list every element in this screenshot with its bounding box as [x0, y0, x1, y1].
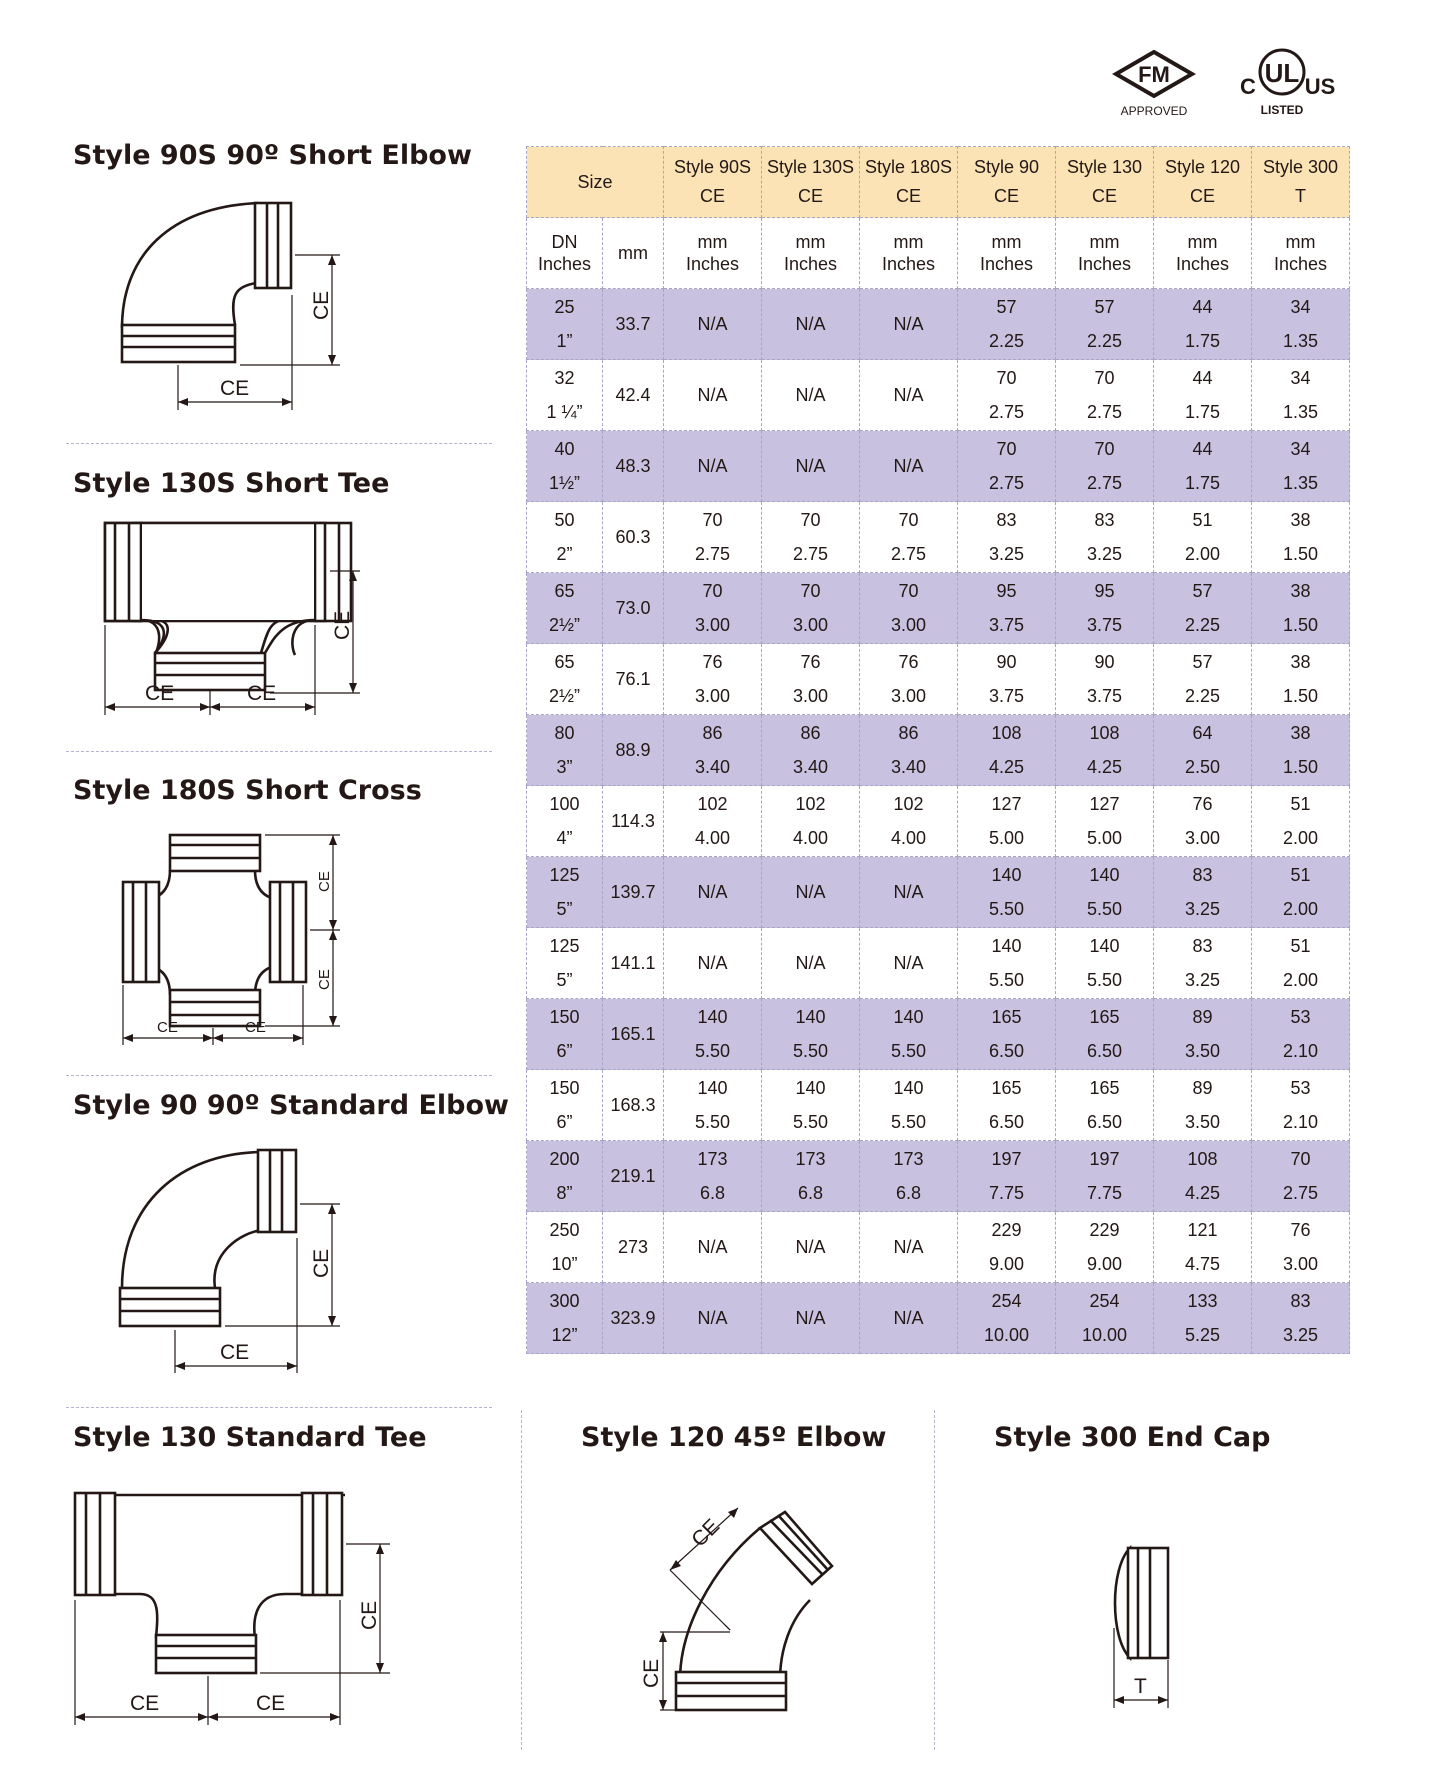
value-cell: 70 3.00: [860, 573, 958, 644]
value-cell: N/A: [762, 360, 860, 431]
ce-label: CE: [358, 1600, 381, 1630]
value-cell: N/A: [860, 289, 958, 360]
unit-header: mm Inches: [664, 218, 762, 289]
value-cell: 140 5.50: [958, 857, 1056, 928]
unit-header: mm Inches: [1154, 218, 1252, 289]
od-cell: 33.7: [603, 289, 664, 360]
style-90-title: Style 90 90º Standard Elbow: [73, 1090, 509, 1121]
unit-header: mm Inches: [860, 218, 958, 289]
value-cell: N/A: [664, 1283, 762, 1354]
value-cell: 102 4.00: [762, 786, 860, 857]
value-cell: 95 3.75: [958, 573, 1056, 644]
ul-caption: LISTED: [1260, 103, 1304, 117]
table-row: [527, 715, 1350, 786]
size-cell: 40 1½”: [527, 431, 603, 502]
od-mm-header: mm: [603, 218, 664, 289]
value-cell: 140 5.50: [762, 1070, 860, 1141]
value-cell: 83 3.25: [1056, 502, 1154, 573]
value-cell: 90 3.75: [958, 644, 1056, 715]
value-cell: 140 5.50: [664, 999, 762, 1070]
table-row: [527, 999, 1350, 1070]
value-cell: 83 3.25: [958, 502, 1056, 573]
value-cell: N/A: [860, 928, 958, 999]
column-header: Style 130S CE: [762, 147, 860, 218]
value-cell: 70 2.75: [1252, 1141, 1350, 1212]
od-cell: 219.1: [603, 1141, 664, 1212]
value-cell: 51 2.00: [1252, 928, 1350, 999]
value-cell: 53 2.10: [1252, 999, 1350, 1070]
size-cell: 32 1 ¼”: [527, 360, 603, 431]
value-cell: N/A: [762, 431, 860, 502]
ce-label: CE: [640, 1658, 663, 1688]
style-130s-tee-drawing: [95, 515, 375, 715]
value-cell: 197 7.75: [1056, 1141, 1154, 1212]
value-cell: 70 2.75: [664, 502, 762, 573]
value-cell: 38 1.50: [1252, 573, 1350, 644]
value-cell: 140 5.50: [860, 1070, 958, 1141]
ce-label: CE: [157, 1019, 178, 1036]
value-cell: N/A: [860, 431, 958, 502]
value-cell: N/A: [664, 857, 762, 928]
table-row: [527, 1070, 1350, 1141]
value-cell: 57 2.25: [1154, 573, 1252, 644]
table-row: [527, 644, 1350, 715]
style-180s-cross-drawing: [115, 830, 355, 1050]
ul-mark: UL: [1264, 58, 1300, 88]
style-120-elbow-drawing: [630, 1500, 850, 1730]
value-cell: 57 2.25: [958, 289, 1056, 360]
dimensions-table: [526, 146, 1350, 1354]
fm-approved-logo: [1108, 50, 1200, 120]
style-90s-elbow-drawing: [110, 195, 370, 420]
value-cell: 76 3.00: [762, 644, 860, 715]
od-cell: 165.1: [603, 999, 664, 1070]
value-cell: N/A: [860, 360, 958, 431]
value-cell: 90 3.75: [1056, 644, 1154, 715]
od-cell: 48.3: [603, 431, 664, 502]
style-120-title: Style 120 45º Elbow: [581, 1422, 887, 1453]
value-cell: 83 3.25: [1154, 928, 1252, 999]
size-cell: 250 10”: [527, 1212, 603, 1283]
value-cell: 173 6.8: [860, 1141, 958, 1212]
value-cell: 140 5.50: [958, 928, 1056, 999]
style-130-tee-drawing: [70, 1490, 400, 1730]
value-cell: 89 3.50: [1154, 999, 1252, 1070]
od-cell: 323.9: [603, 1283, 664, 1354]
table-row: [527, 786, 1350, 857]
column-header: Style 90 CE: [958, 147, 1056, 218]
value-cell: N/A: [762, 928, 860, 999]
value-cell: 165 6.50: [1056, 1070, 1154, 1141]
ce-label: CE: [220, 1341, 250, 1364]
value-cell: 38 1.50: [1252, 502, 1350, 573]
value-cell: 70 3.00: [664, 573, 762, 644]
table-row: [527, 289, 1350, 360]
value-cell: 102 4.00: [664, 786, 762, 857]
od-cell: 273: [603, 1212, 664, 1283]
fm-mark: FM: [1138, 62, 1170, 87]
value-cell: 76 3.00: [860, 644, 958, 715]
value-cell: 44 1.75: [1154, 431, 1252, 502]
ce-label: CE: [245, 1019, 266, 1036]
value-cell: 34 1.35: [1252, 431, 1350, 502]
size-cell: 65 2½”: [527, 573, 603, 644]
ce-label: CE: [256, 1692, 286, 1715]
value-cell: 83 3.25: [1154, 857, 1252, 928]
value-cell: 76 3.00: [1252, 1212, 1350, 1283]
size-cell: 25 1”: [527, 289, 603, 360]
ce-label: CE: [310, 1248, 333, 1278]
column-header: Style 130 CE: [1056, 147, 1154, 218]
table-row: [527, 360, 1350, 431]
value-cell: 70 2.75: [860, 502, 958, 573]
value-cell: 127 5.00: [1056, 786, 1154, 857]
value-cell: 140 5.50: [762, 999, 860, 1070]
size-cell: 150 6”: [527, 999, 603, 1070]
ce-label: CE: [331, 610, 354, 640]
divider: [66, 751, 492, 752]
od-cell: 141.1: [603, 928, 664, 999]
value-cell: 108 4.25: [1056, 715, 1154, 786]
size-cell: 50 2”: [527, 502, 603, 573]
value-cell: 108 4.25: [1154, 1141, 1252, 1212]
od-cell: 168.3: [603, 1070, 664, 1141]
value-cell: 140 5.50: [860, 999, 958, 1070]
style-300-title: Style 300 End Cap: [994, 1422, 1271, 1453]
size-cell: 150 6”: [527, 1070, 603, 1141]
column-header: Style 90S CE: [664, 147, 762, 218]
od-cell: 88.9: [603, 715, 664, 786]
value-cell: 165 6.50: [1056, 999, 1154, 1070]
value-cell: 229 9.00: [958, 1212, 1056, 1283]
value-cell: 70 3.00: [762, 573, 860, 644]
value-cell: 197 7.75: [958, 1141, 1056, 1212]
style-130-title: Style 130 Standard Tee: [73, 1422, 427, 1453]
value-cell: 133 5.25: [1154, 1283, 1252, 1354]
value-cell: 140 5.50: [1056, 857, 1154, 928]
ce-label: CE: [316, 969, 333, 990]
column-header: Style 300 T: [1252, 147, 1350, 218]
table-row: [527, 928, 1350, 999]
value-cell: 51 2.00: [1252, 786, 1350, 857]
value-cell: 121 4.75: [1154, 1212, 1252, 1283]
value-cell: N/A: [860, 1283, 958, 1354]
value-cell: 70 2.75: [958, 431, 1056, 502]
ce-label: CE: [247, 682, 277, 705]
style-90s-title: Style 90S 90º Short Elbow: [73, 140, 472, 171]
style-300-endcap-drawing: [1100, 1538, 1190, 1718]
value-cell: N/A: [762, 1212, 860, 1283]
ul-listed-logo: [1236, 42, 1336, 122]
style-90-elbow-drawing: [110, 1148, 370, 1378]
ul-left: C: [1240, 74, 1256, 99]
unit-header: mm Inches: [958, 218, 1056, 289]
value-cell: 57 2.25: [1056, 289, 1154, 360]
value-cell: 86 3.40: [664, 715, 762, 786]
ce-label: CE: [130, 1692, 160, 1715]
value-cell: 102 4.00: [860, 786, 958, 857]
divider: [934, 1410, 935, 1750]
value-cell: 89 3.50: [1154, 1070, 1252, 1141]
value-cell: 51 2.00: [1154, 502, 1252, 573]
value-cell: 140 5.50: [664, 1070, 762, 1141]
od-cell: 60.3: [603, 502, 664, 573]
od-cell: 42.4: [603, 360, 664, 431]
od-cell: 76.1: [603, 644, 664, 715]
value-cell: 44 1.75: [1154, 289, 1252, 360]
table-row: [527, 1212, 1350, 1283]
value-cell: 34 1.35: [1252, 360, 1350, 431]
ce-label: CE: [316, 871, 333, 892]
value-cell: 127 5.00: [958, 786, 1056, 857]
table-row: [527, 431, 1350, 502]
value-cell: N/A: [860, 1212, 958, 1283]
value-cell: 173 6.8: [762, 1141, 860, 1212]
value-cell: 165 6.50: [958, 1070, 1056, 1141]
table-header-row: [527, 147, 1350, 218]
style-180s-title: Style 180S Short Cross: [73, 775, 422, 806]
value-cell: 38 1.50: [1252, 715, 1350, 786]
value-cell: N/A: [762, 1283, 860, 1354]
value-cell: 76 3.00: [664, 644, 762, 715]
table-row: [527, 502, 1350, 573]
value-cell: 86 3.40: [860, 715, 958, 786]
size-cell: 125 5”: [527, 928, 603, 999]
table-row: [527, 857, 1350, 928]
value-cell: 70 2.75: [1056, 360, 1154, 431]
value-cell: 51 2.00: [1252, 857, 1350, 928]
value-cell: 254 10.00: [958, 1283, 1056, 1354]
divider: [521, 1410, 522, 1750]
value-cell: N/A: [664, 1212, 762, 1283]
ce-label: CE: [145, 682, 175, 705]
od-cell: 73.0: [603, 573, 664, 644]
value-cell: 70 2.75: [762, 502, 860, 573]
value-cell: 108 4.25: [958, 715, 1056, 786]
style-130s-title: Style 130S Short Tee: [73, 468, 390, 499]
divider: [66, 443, 492, 444]
value-cell: 64 2.50: [1154, 715, 1252, 786]
value-cell: 83 3.25: [1252, 1283, 1350, 1354]
size-cell: 65 2½”: [527, 644, 603, 715]
value-cell: 173 6.8: [664, 1141, 762, 1212]
unit-header: mm Inches: [762, 218, 860, 289]
divider: [66, 1407, 492, 1408]
size-header: Size: [527, 147, 664, 218]
unit-header: mm Inches: [1252, 218, 1350, 289]
size-cell: 80 3”: [527, 715, 603, 786]
value-cell: N/A: [762, 289, 860, 360]
value-cell: 57 2.25: [1154, 644, 1252, 715]
value-cell: N/A: [762, 857, 860, 928]
value-cell: N/A: [664, 289, 762, 360]
size-cell: 100 4”: [527, 786, 603, 857]
divider: [66, 1075, 492, 1076]
t-label: T: [1134, 1675, 1147, 1698]
ce-label: CE: [310, 290, 333, 320]
value-cell: 53 2.10: [1252, 1070, 1350, 1141]
value-cell: 34 1.35: [1252, 289, 1350, 360]
size-cell: 300 12”: [527, 1283, 603, 1354]
table-row: [527, 1141, 1350, 1212]
od-cell: 139.7: [603, 857, 664, 928]
value-cell: 140 5.50: [1056, 928, 1154, 999]
od-cell: 114.3: [603, 786, 664, 857]
table-units-row: [527, 218, 1350, 289]
column-header: Style 120 CE: [1154, 147, 1252, 218]
value-cell: 70 2.75: [958, 360, 1056, 431]
value-cell: N/A: [860, 857, 958, 928]
value-cell: 86 3.40: [762, 715, 860, 786]
ce-label: CE: [220, 377, 250, 400]
column-header: Style 180S CE: [860, 147, 958, 218]
value-cell: 76 3.00: [1154, 786, 1252, 857]
table-row: [527, 1283, 1350, 1354]
dn-inches-header: DN Inches: [527, 218, 603, 289]
table-row: [527, 573, 1350, 644]
value-cell: 44 1.75: [1154, 360, 1252, 431]
value-cell: 70 2.75: [1056, 431, 1154, 502]
value-cell: 254 10.00: [1056, 1283, 1154, 1354]
unit-header: mm Inches: [1056, 218, 1154, 289]
fm-caption: APPROVED: [1120, 104, 1188, 118]
value-cell: 38 1.50: [1252, 644, 1350, 715]
value-cell: 165 6.50: [958, 999, 1056, 1070]
value-cell: 95 3.75: [1056, 573, 1154, 644]
ce-label: CE: [687, 1514, 725, 1552]
size-cell: 200 8”: [527, 1141, 603, 1212]
size-cell: 125 5”: [527, 857, 603, 928]
value-cell: 229 9.00: [1056, 1212, 1154, 1283]
value-cell: N/A: [664, 928, 762, 999]
value-cell: N/A: [664, 360, 762, 431]
value-cell: N/A: [664, 431, 762, 502]
ul-right: US: [1304, 74, 1336, 99]
